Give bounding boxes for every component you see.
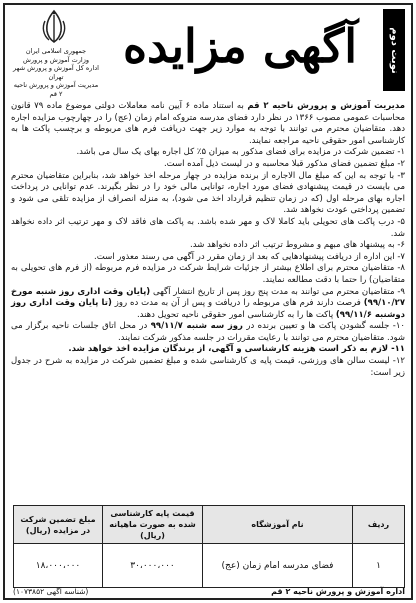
- condition-item: ۵- درب پاکت های تحویلی باید کاملا لاک و مهر شده باشد. به پاکت های فاقد لاک و مهر ترتیب اثر داده نخواهد شد.: [11, 216, 405, 239]
- condition-item: ۲- مبلغ تضمین فضای مذکور قبلا محاسبه و در لیست ذیل آمده است.: [163, 158, 405, 169]
- cell-guarantee: ۱۸،۰۰۰،۰۰۰: [14, 544, 103, 588]
- organization-name: [11, 47, 101, 98]
- item9-text: ۹- متقاضیان محترم می توانند به مدت پنج روز پس از تاریخ انتشار آگهی: [150, 286, 405, 297]
- condition-item-10: [11, 321, 405, 344]
- column-header-guarantee: مبلغ تضمین شرکت در مزایده (ریال): [14, 506, 103, 544]
- item9-text: پاکت ها را به کارشناسی امور حقوقی ناحیه تحویل دهند.: [136, 309, 336, 320]
- org-line: اداره کل آموزش و پرورش شهر تهران: [13, 64, 99, 81]
- table-header-row: [14, 506, 405, 544]
- org-line: وزارت آموزش و پرورش: [22, 55, 89, 64]
- announcement-code: (شناسه آگهی ۱۰۷۳۸۵۲): [13, 587, 89, 596]
- item10-text: ۱۰- جلسه گشودن پاکت ها و تعیین برنده در: [242, 321, 405, 332]
- column-header-base-price: قیمت پایه کارشناسی شده به صورت ماهیانه (ریال): [103, 506, 203, 544]
- item11-text: ۱۱- لازم به ذکر است هزینه کارشناسی و آگهی، از برندگان مزایده اخذ خواهد شد.: [68, 344, 405, 355]
- round-badge-label: نوبت دوم: [388, 26, 400, 74]
- item9-deadline-envelopes: (تا پایان وقت اداری روز دوشنبه ۹۹/۱۱/۶): [11, 298, 405, 320]
- footer: [13, 587, 405, 596]
- condition-item: ۱- تضمین شرکت در مزایده برای فضای مذکور به میزان ۵٪ کل اجاره بهای یک سال می باشد.: [76, 147, 405, 158]
- round-badge: [383, 9, 405, 91]
- page-title: آگهی مزایده: [122, 19, 358, 73]
- item9-text: فرصت دارند فرم های مربوطه را دریافت و پس از آن به مدت ده روز: [111, 298, 364, 309]
- condition-item-12: ۱۲- لیست سالن های ورزشی، قیمت پایه ی کارشناسی شده و مبلغ تضمین شرکت در مزایده به شرح در جدول زیر است:: [11, 356, 405, 378]
- announcement-page: [3, 3, 413, 600]
- condition-item: ۸- متقاضیان محترم برای اطلاع بیشتر از جزئیات شرایط شرکت در مزایده فرم مربوطه (از فرم های تحویلی به متقاضیان) را حتما با دقت مطالعه نمایند.: [11, 263, 405, 285]
- cell-base-price: ۳۰،۰۰۰،۰۰۰: [103, 544, 203, 588]
- iran-emblem-icon: [39, 9, 69, 45]
- intro-text: به استناد ماده ۶ آیین نامه معاملات دولتی موضوع ماده ۷۹ قانون محاسبات عمومی مصوب ۱۳۶۶ در نظر دارد فضای مدرسه متروکه امام زمان (عج) را در چهارچوب مزایده اجاره دهد. متقاضیان محترم می توانند با توجه به موارد زیر جهت دریافت فرم های مربوطه و برچسب پاکت ها به کارشناسی امور حقوقی ناحیه مراجعه نمایند.: [11, 101, 405, 146]
- cell-row-number: ۱: [353, 544, 405, 588]
- intro-lead: مدیریت آموزش و پرورش ناحیه ۲ قم: [247, 101, 405, 111]
- item10-session-date: روز سه شنبه ۹۹/۱۱/۷: [150, 321, 243, 332]
- item10-text: در محل اتاق جلسات ناحیه برگزار می شود. متقاضیان محترم می توانند با رعایت مقررات در جلسه مذکور شرکت نمایند.: [11, 321, 405, 343]
- header: [5, 5, 411, 101]
- column-header-row-number: ردیف: [353, 506, 405, 544]
- condition-item: ۳- با توجه به این که مبلغ مال الاجاره از برنده مزایده در چهار مرحله اخذ خواهد شد، بنابراین متقاضیان محترم می بایست در قیمت پیشنهادی فضای مورد اجاره، توانایی مالی خود را در نظر بگیرند. عدم توانایی در پرداخت اجاره بهای مرحله اول (که در زمان تنظیم قرارداد اخذ می شود)، به منزله انصراف از مزایده تلقی می شود و تضمین پرداختی عودت نخواهد شد.: [11, 170, 405, 216]
- table-row: [14, 544, 405, 588]
- condition-item-9: [11, 287, 405, 322]
- auction-table: [13, 505, 405, 588]
- item9-deadline-forms: (پایان وقت اداری روز شنبه مورخ ۹۹/۱۰/۲۷): [11, 286, 406, 309]
- org-line: مدیریت آموزش و پرورش ناحیه ۲ قم: [13, 81, 99, 98]
- condition-item: ۷- این اداره از دریافت پیشنهادهایی که بعد از زمان مقرر در آگهی می رسند معذور است.: [94, 251, 405, 262]
- intro-paragraph: [11, 101, 405, 147]
- footer-org: اداره آموزش و پرورش ناحیه ۲ قم: [271, 587, 405, 596]
- condition-item: ۶- به پیشنهاد های مبهم و مشروط ترتیب اثر داده نخواهد شد.: [190, 240, 405, 251]
- cell-school-name: فضای مدرسه امام زمان (عج): [203, 544, 353, 588]
- org-line: جمهوری اسلامی ایران: [25, 47, 87, 55]
- announcement-body: [11, 101, 405, 379]
- condition-item-11: [11, 344, 405, 356]
- column-header-school-name: نام آموزشگاه: [203, 506, 353, 544]
